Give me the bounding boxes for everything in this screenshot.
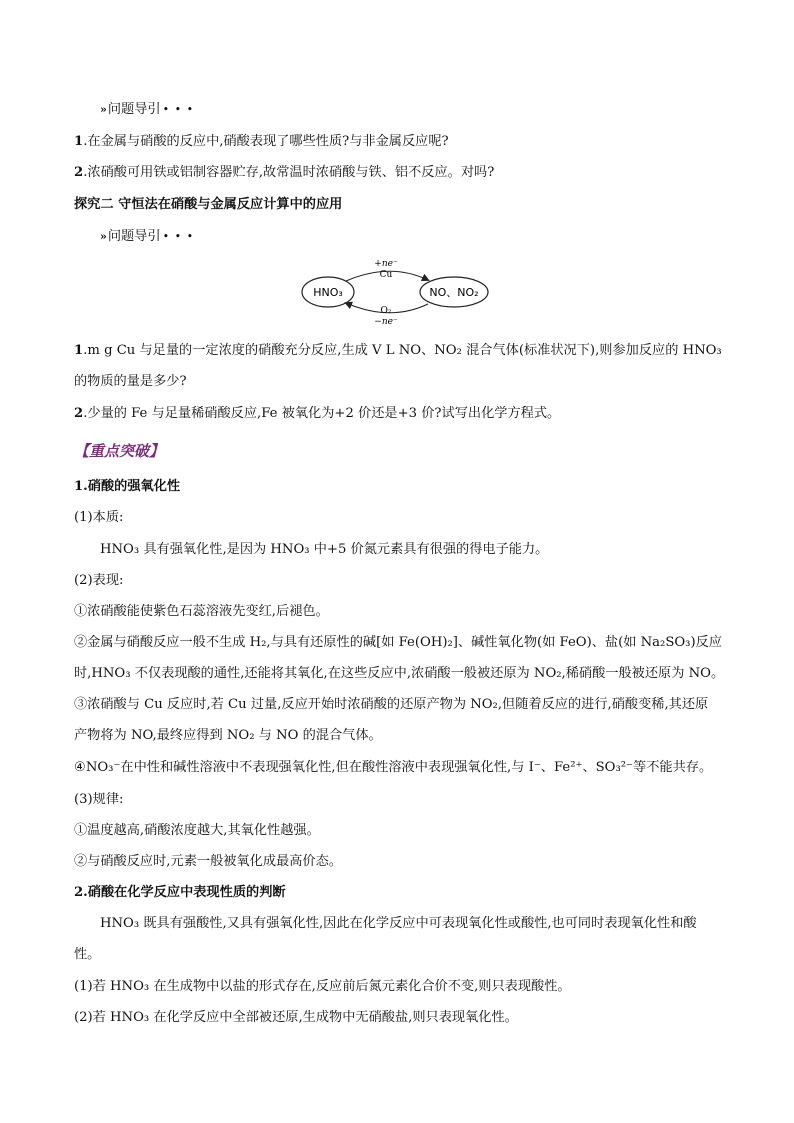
question-3-line-1: 1.m g Cu 与足量的一定浓度的硝酸充分反应,生成 V L NO、NO₂ 混合气体(标准状况下),则参加反应的 HNO₃	[74, 343, 722, 358]
cu-label: Cu	[379, 270, 393, 280]
point-1-essence-heading: (1)本质:	[74, 510, 124, 525]
no-no2-label: NO、NO₂	[429, 286, 479, 299]
point-2-case-1: (1)若 HNO₃ 在生成物中以盐的形式存在,反应前后氮元素化合价不变,则只表现酸性。	[74, 979, 571, 994]
question-1: 1.在金属与硝酸的反应中,硝酸表现了哪些性质?与非金属反应呢?	[74, 134, 449, 149]
double-chevron-icon: »	[100, 103, 104, 116]
point-2-title: 2.硝酸在化学反应中表现性质的判断	[74, 885, 286, 900]
manifestation-2-line-2: 时,HNO₃ 不仅表现酸的通性,还能将其氧化,在这些反应中,浓硝酸一般被还原为 NO₂,稀硝酸一般被还原为 NO。	[74, 666, 725, 681]
manifestation-2-line-1: ②金属与硝酸反应一般不生成 H₂,与具有还原性的碱[如 Fe(OH)₂]、碱性氧化物(如 FeO)、盐(如 Na₂SO₃)反应	[74, 635, 722, 650]
manifestation-3-line-1: ③浓硝酸与 Cu 反应时,若 Cu 过量,反应开始时浓硝酸的还原产物为 NO₂,但随着反应的进行,硝酸变稀,其还原	[74, 697, 709, 712]
manifestation-4: ④NO₃⁻在中性和碱性溶液中不表现强氧化性,但在酸性溶液中表现强氧化性,与 I⁻、Fe²⁺、SO₃²⁻等不能共存。	[74, 760, 713, 775]
point-2-case-2: (2)若 HNO₃ 在化学反应中全部被还原,生成物中无硝酸盐,则只表现氧化性。	[74, 1010, 518, 1025]
problem-guide-1: » 问题导引 • • •	[100, 102, 195, 117]
point-1-essence-text: HNO₃ 具有强氧化性,是因为 HNO₃ 中+5 价氮元素具有很强的得电子能力。	[100, 542, 549, 557]
point-1-rules-heading: (3)规律:	[74, 792, 124, 807]
manifestation-3-line-2: 产物将为 NO,最终应得到 NO₂ 与 NO 的混合气体。	[74, 728, 382, 743]
point-1-title: 1.硝酸的强氧化性	[74, 479, 181, 494]
rule-2: ②与硝酸反应时,元素一般被氧化成最高价态。	[74, 854, 342, 869]
key-points-banner: 【重点突破】	[74, 442, 165, 460]
question-3-line-2: 的物质的量是多少?	[74, 374, 187, 389]
question-2: 2.浓硝酸可用铁或铝制容器贮存,故常温时浓硝酸与铁、铝不反应。对吗?	[74, 165, 495, 180]
gain-electrons-label: +ne⁻	[374, 259, 398, 269]
manifestation-1: ①浓硝酸能使紫色石蕊溶液先变红,后褪色。	[74, 604, 329, 619]
o2-label: O₂	[380, 306, 392, 316]
rule-1: ①温度越高,硝酸浓度越大,其氧化性越强。	[74, 823, 320, 838]
double-chevron-icon: »	[100, 230, 104, 243]
problem-guide-2: » 问题导引 • • •	[100, 229, 195, 244]
point-1-manifestation-heading: (2)表现:	[74, 573, 124, 588]
point-2-intro-line-2: 性。	[74, 947, 101, 962]
point-2-intro-line-1: HNO₃ 既具有强酸性,又具有强氧化性,因此在化学反应中可表现氧化性或酸性,也可同时表现氧化性和酸	[100, 916, 697, 931]
question-4: 2.少量的 Fe 与足量稀硝酸反应,Fe 被氧化为+2 价还是+3 价?试写出化学方程式。	[74, 406, 561, 421]
lose-electrons-label: −ne⁻	[374, 317, 398, 327]
section-2-title: 探究二 守恒法在硝酸与金属反应计算中的应用	[74, 197, 343, 212]
hno3-label: HNO₃	[313, 286, 343, 299]
redox-cycle-diagram	[300, 256, 500, 332]
